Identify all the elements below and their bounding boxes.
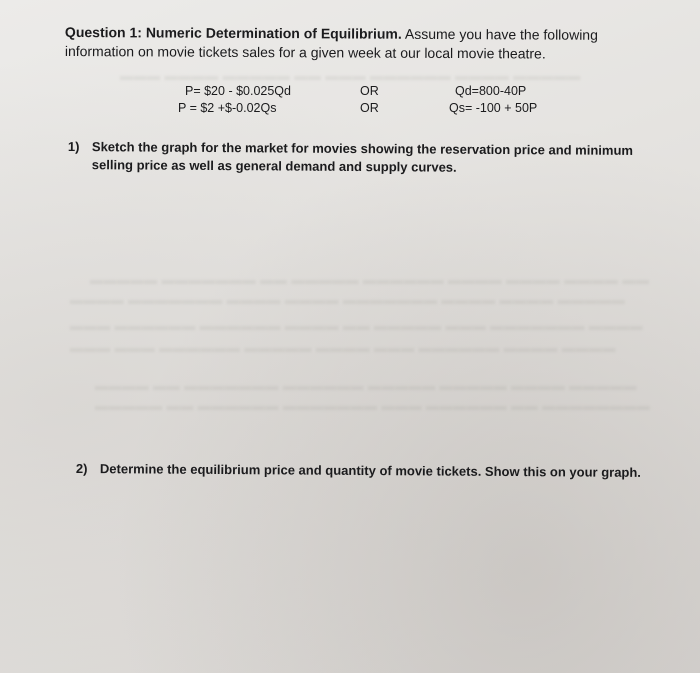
- task-text: Determine the equilibrium price and quantity of movie tickets. Show this on your graph.: [99, 461, 642, 480]
- bleed-through-text: ▬▬▬▬ ▬▬▬▬▬▬▬ ▬▬▬▬ ▬▬▬▬ ▬▬▬▬▬▬▬ ▬▬▬▬ ▬▬▬▬ ▬▬▬▬▬: [70, 292, 626, 307]
- task-number: 2): [75, 460, 88, 477]
- bleed-through-text: ▬▬▬▬ ▬▬ ▬▬▬▬▬▬▬ ▬▬▬▬▬▬ ▬▬▬▬▬ ▬▬▬▬▬ ▬▬▬▬ ▬▬▬▬▬: [95, 378, 637, 393]
- or-connector: OR: [360, 84, 379, 98]
- question-header: [65, 23, 625, 64]
- supply-price-equation: P = $2 +$-0.02Qs: [178, 101, 277, 115]
- question-intro: Assume you have the following information on movie tickets sales for a given week at our local movie theatre.: [64, 25, 598, 62]
- demand-price-equation: P= $20 - $0.025Qd: [185, 84, 291, 98]
- or-connector: OR: [360, 101, 379, 115]
- bleed-through-text: ▬▬▬▬▬ ▬▬▬▬▬▬▬ ▬▬ ▬▬▬▬▬ ▬▬▬▬▬▬ ▬▬▬▬ ▬▬▬▬ ▬▬▬▬ ▬▬: [90, 272, 650, 287]
- task-number: 1): [67, 138, 80, 155]
- task-2: [76, 460, 656, 484]
- question-heading: Question 1: Numeric Determination of Equilibrium.: [64, 23, 402, 42]
- demand-quantity-equation: Qd=800-40P: [455, 84, 527, 98]
- bleed-through-text: ▬▬▬ ▬▬▬▬▬▬ ▬▬▬▬▬▬ ▬▬▬▬ ▬▬ ▬▬▬▬▬ ▬▬▬ ▬▬▬▬▬▬▬ ▬▬▬▬: [70, 318, 643, 333]
- task-1: [68, 138, 648, 182]
- task-text: Sketch the graph for the market for movies showing the reservation price and minimum selling price as well as general demand and supply curves.: [91, 139, 634, 175]
- bleed-through-text: ▬▬▬ ▬▬▬ ▬▬▬▬▬▬ ▬▬▬▬▬ ▬▬▬▬ ▬▬▬ ▬▬▬▬▬▬ ▬▬▬▬ ▬▬▬▬: [70, 340, 616, 355]
- supply-quantity-equation: Qs= -100 + 50P: [449, 101, 538, 115]
- bleed-through-text: ▬▬▬ ▬▬▬▬ ▬▬▬▬▬ ▬▬ ▬▬▬ ▬▬▬▬▬▬ ▬▬▬▬ ▬▬▬▬▬: [120, 68, 581, 83]
- bleed-through-text: ▬▬▬▬▬ ▬▬ ▬▬▬▬▬▬ ▬▬▬▬▬▬▬ ▬▬▬ ▬▬▬▬▬▬ ▬▬ ▬▬▬▬▬▬▬▬: [95, 398, 651, 413]
